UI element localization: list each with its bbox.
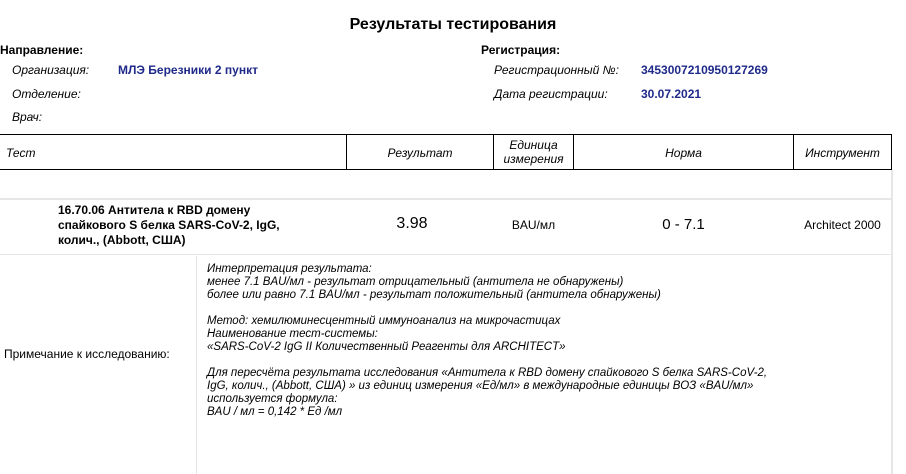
note-line: IgG, колич., (Abbott, США) » из единиц измерения «Ед/мл» в международные единицы ВОЗ «BAU/мл» xyxy=(207,380,754,392)
note-line xyxy=(207,354,767,367)
note-divider xyxy=(196,256,197,474)
header-instrument: Инструмент xyxy=(805,146,880,160)
registration-number-label: Регистрационный №: xyxy=(494,63,619,77)
table-header-top-border xyxy=(0,134,892,135)
header-result: Результат xyxy=(387,146,453,160)
header-unit-line1: Единица xyxy=(509,138,558,152)
note-line xyxy=(207,302,767,315)
norm-value: 0 - 7.1 xyxy=(662,216,705,233)
test-name-line3: колич., (Abbott, США) xyxy=(58,233,186,247)
header-test: Тест xyxy=(6,146,36,160)
col-divider-right xyxy=(891,134,892,170)
note-line: BAU / мл = 0,142 * Ед /мл xyxy=(207,406,343,418)
table-header-bottom-border xyxy=(0,169,892,170)
organization-value: МЛЭ Березники 2 пункт xyxy=(118,63,258,77)
registration-number-value: 3453007210950127269 xyxy=(641,63,768,77)
note-line: Интерпретация результата: xyxy=(207,263,372,275)
test-name-line2: спайкового S белка SARS-CoV-2, IgG, xyxy=(58,218,280,232)
result-value: 3.98 xyxy=(396,215,428,232)
row-bottom-separator xyxy=(0,254,892,255)
registration-date-value: 30.07.2021 xyxy=(641,87,702,101)
note-line: «SARS-CoV-2 IgG II Количественный Реагенты для ARCHITECT» xyxy=(207,341,566,353)
instrument-value: Architect 2000 xyxy=(804,218,881,232)
header-unit xyxy=(494,138,573,166)
note-line: используется формула: xyxy=(207,393,338,405)
note-line: более или равно 7.1 BAU/мл - результат положительный (антитела обнаружены) xyxy=(207,289,661,301)
row-top-separator xyxy=(0,198,892,200)
note-line: Метод: хемилюминесцентный иммуноанализ на микрочастицах xyxy=(207,315,561,327)
note-line: менее 7.1 BAU/мл - результат отрицательный (антитела не обнаружены) xyxy=(207,276,624,288)
page-title: Результаты тестирования xyxy=(349,16,557,33)
department-label: Отделение: xyxy=(12,87,81,101)
test-name-line1: 16.70.06 Антитела к RBD домену xyxy=(58,203,251,217)
header-unit-line2: измерения xyxy=(503,152,564,166)
registration-date-label: Дата регистрации: xyxy=(494,87,608,101)
unit-value: BAU/мл xyxy=(511,218,556,232)
header-norm: Норма xyxy=(665,146,702,160)
note-line: Для пересчёта результата исследования «Антитела к RBD домену спайкового S белка SARS-CoV-2, xyxy=(207,367,768,379)
test-name xyxy=(58,203,280,248)
note-label: Примечание к исследованию: xyxy=(4,347,170,361)
registration-heading: Регистрация: xyxy=(481,43,561,57)
right-edge-line xyxy=(891,170,893,474)
doctor-label: Врач: xyxy=(12,110,43,124)
note-line: Наименование тест-системы: xyxy=(207,328,378,340)
referral-heading: Направление: xyxy=(0,43,84,57)
note-text xyxy=(207,263,767,419)
organization-label: Организация: xyxy=(12,63,90,77)
